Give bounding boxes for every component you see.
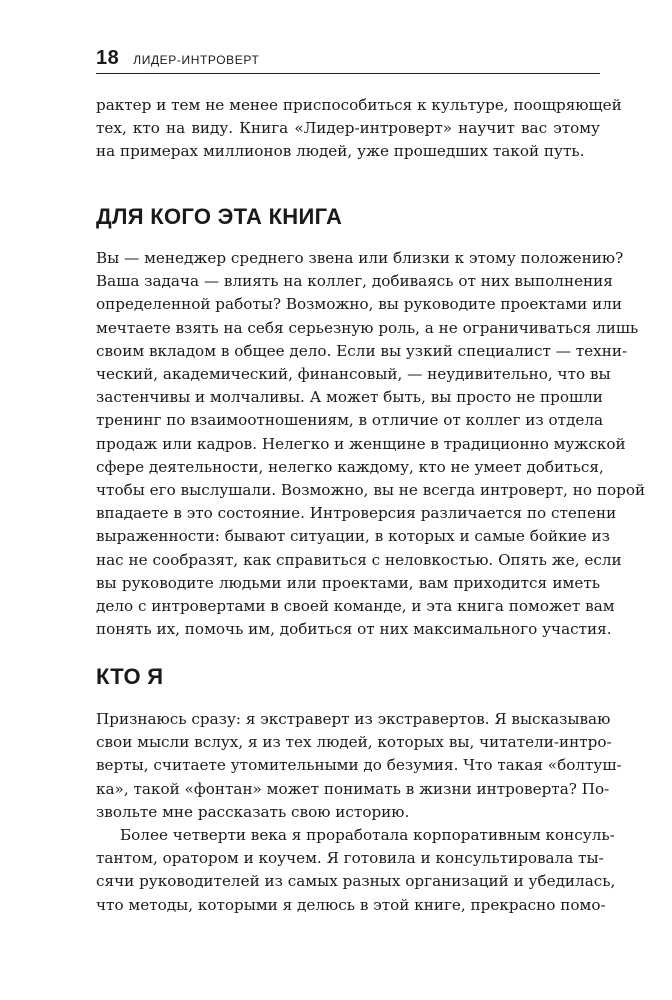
section-heading-about: КТО Я [96,664,164,689]
text-line: впадаете в это состояние. Интроверсия различается по степени [96,504,617,523]
text-line: ка», такой «фонтан» может понимать в жизни интроверта? По- [96,779,610,798]
audience-paragraph [96,247,646,641]
text-line: своим вкладом в общее дело. Если вы узкий специалист — техни- [96,341,628,360]
text-line: Признаюсь сразу: я экстраверт из экстравертов. Я высказываю [96,710,611,728]
text-line: застенчивы и молчаливы. А может быть, вы просто не прошли [96,388,603,407]
section-heading-audience: ДЛЯ КОГО ЭТА КНИГА [96,204,343,229]
text-line: сфере деятельности, нелегко каждому, кто не умеет добиться, [96,457,604,476]
book-title: ЛИДЕР-ИНТРОВЕРТ [133,53,260,67]
text-line: тантом, оратором и коучем. Я готовила и консультировала ты- [96,849,604,868]
text-line: нас не сообразят, как справиться с неловкостью. Опять же, если [96,550,622,569]
text-line: Вы — менеджер среднего звена или близки к этому положению? [96,249,624,267]
running-head [96,44,600,74]
text-line: ческий, академический, финансовый, — неудивительно, что вы [96,365,611,384]
text-line: сячи руководителей из самых разных организаций и убедилась, [96,872,616,891]
text-line: свои мысли вслух, я из тех людей, которых вы, читатели-интро- [96,733,612,752]
text-line: чтобы его выслушали. Возможно, вы не всегда интроверт, но порой [96,481,646,500]
text-line: на примерах миллионов людей, уже прошедших такой путь. [96,142,585,161]
book-page [96,0,646,1000]
text-line: верты, считаете утомительными до безумия. Что такая «болтуш- [96,756,622,775]
text-line: выраженности: бывают ситуации, в которых и самые бойкие из [96,527,610,546]
text-line: тех, кто на виду. Книга «Лидер-интроверт» научит вас этому [96,119,600,138]
text-line: Более четверти века я проработала корпоративным консуль- [120,826,615,844]
about-paragraph-1 [96,708,622,824]
text-line: продаж или кадров. Нелегко и женщине в традиционно мужской [96,434,626,453]
text-line: тренинг по взаимоотношениям, в отличие от коллег из отдела [96,411,604,430]
page-number: 18 [96,47,120,69]
text-line: понять их, помочь им, добиться от них максимального участия. [96,620,612,639]
text-line: вы руководите людьми или проектами, вам приходится иметь [96,573,600,592]
about-paragraph-2 [96,824,616,917]
text-line: рактер и тем не менее приспособиться к культуре, поощряющей [96,96,622,114]
text-line: дело с интровертами в своей команде, и эта книга поможет вам [96,597,615,616]
text-line: определенной работы? Возможно, вы руководите проектами или [96,295,622,314]
text-line: мечтаете взять на себя серьезную роль, а не ограничиваться лишь [96,318,639,337]
text-line: звольте мне рассказать свою историю. [96,802,410,821]
intro-paragraph [96,94,622,164]
text-line: что методы, которыми я делюсь в этой книге, прекрасно помо- [96,895,606,914]
text-line: Ваша задача — влиять на коллег, добиваясь от них выполнения [96,272,613,291]
